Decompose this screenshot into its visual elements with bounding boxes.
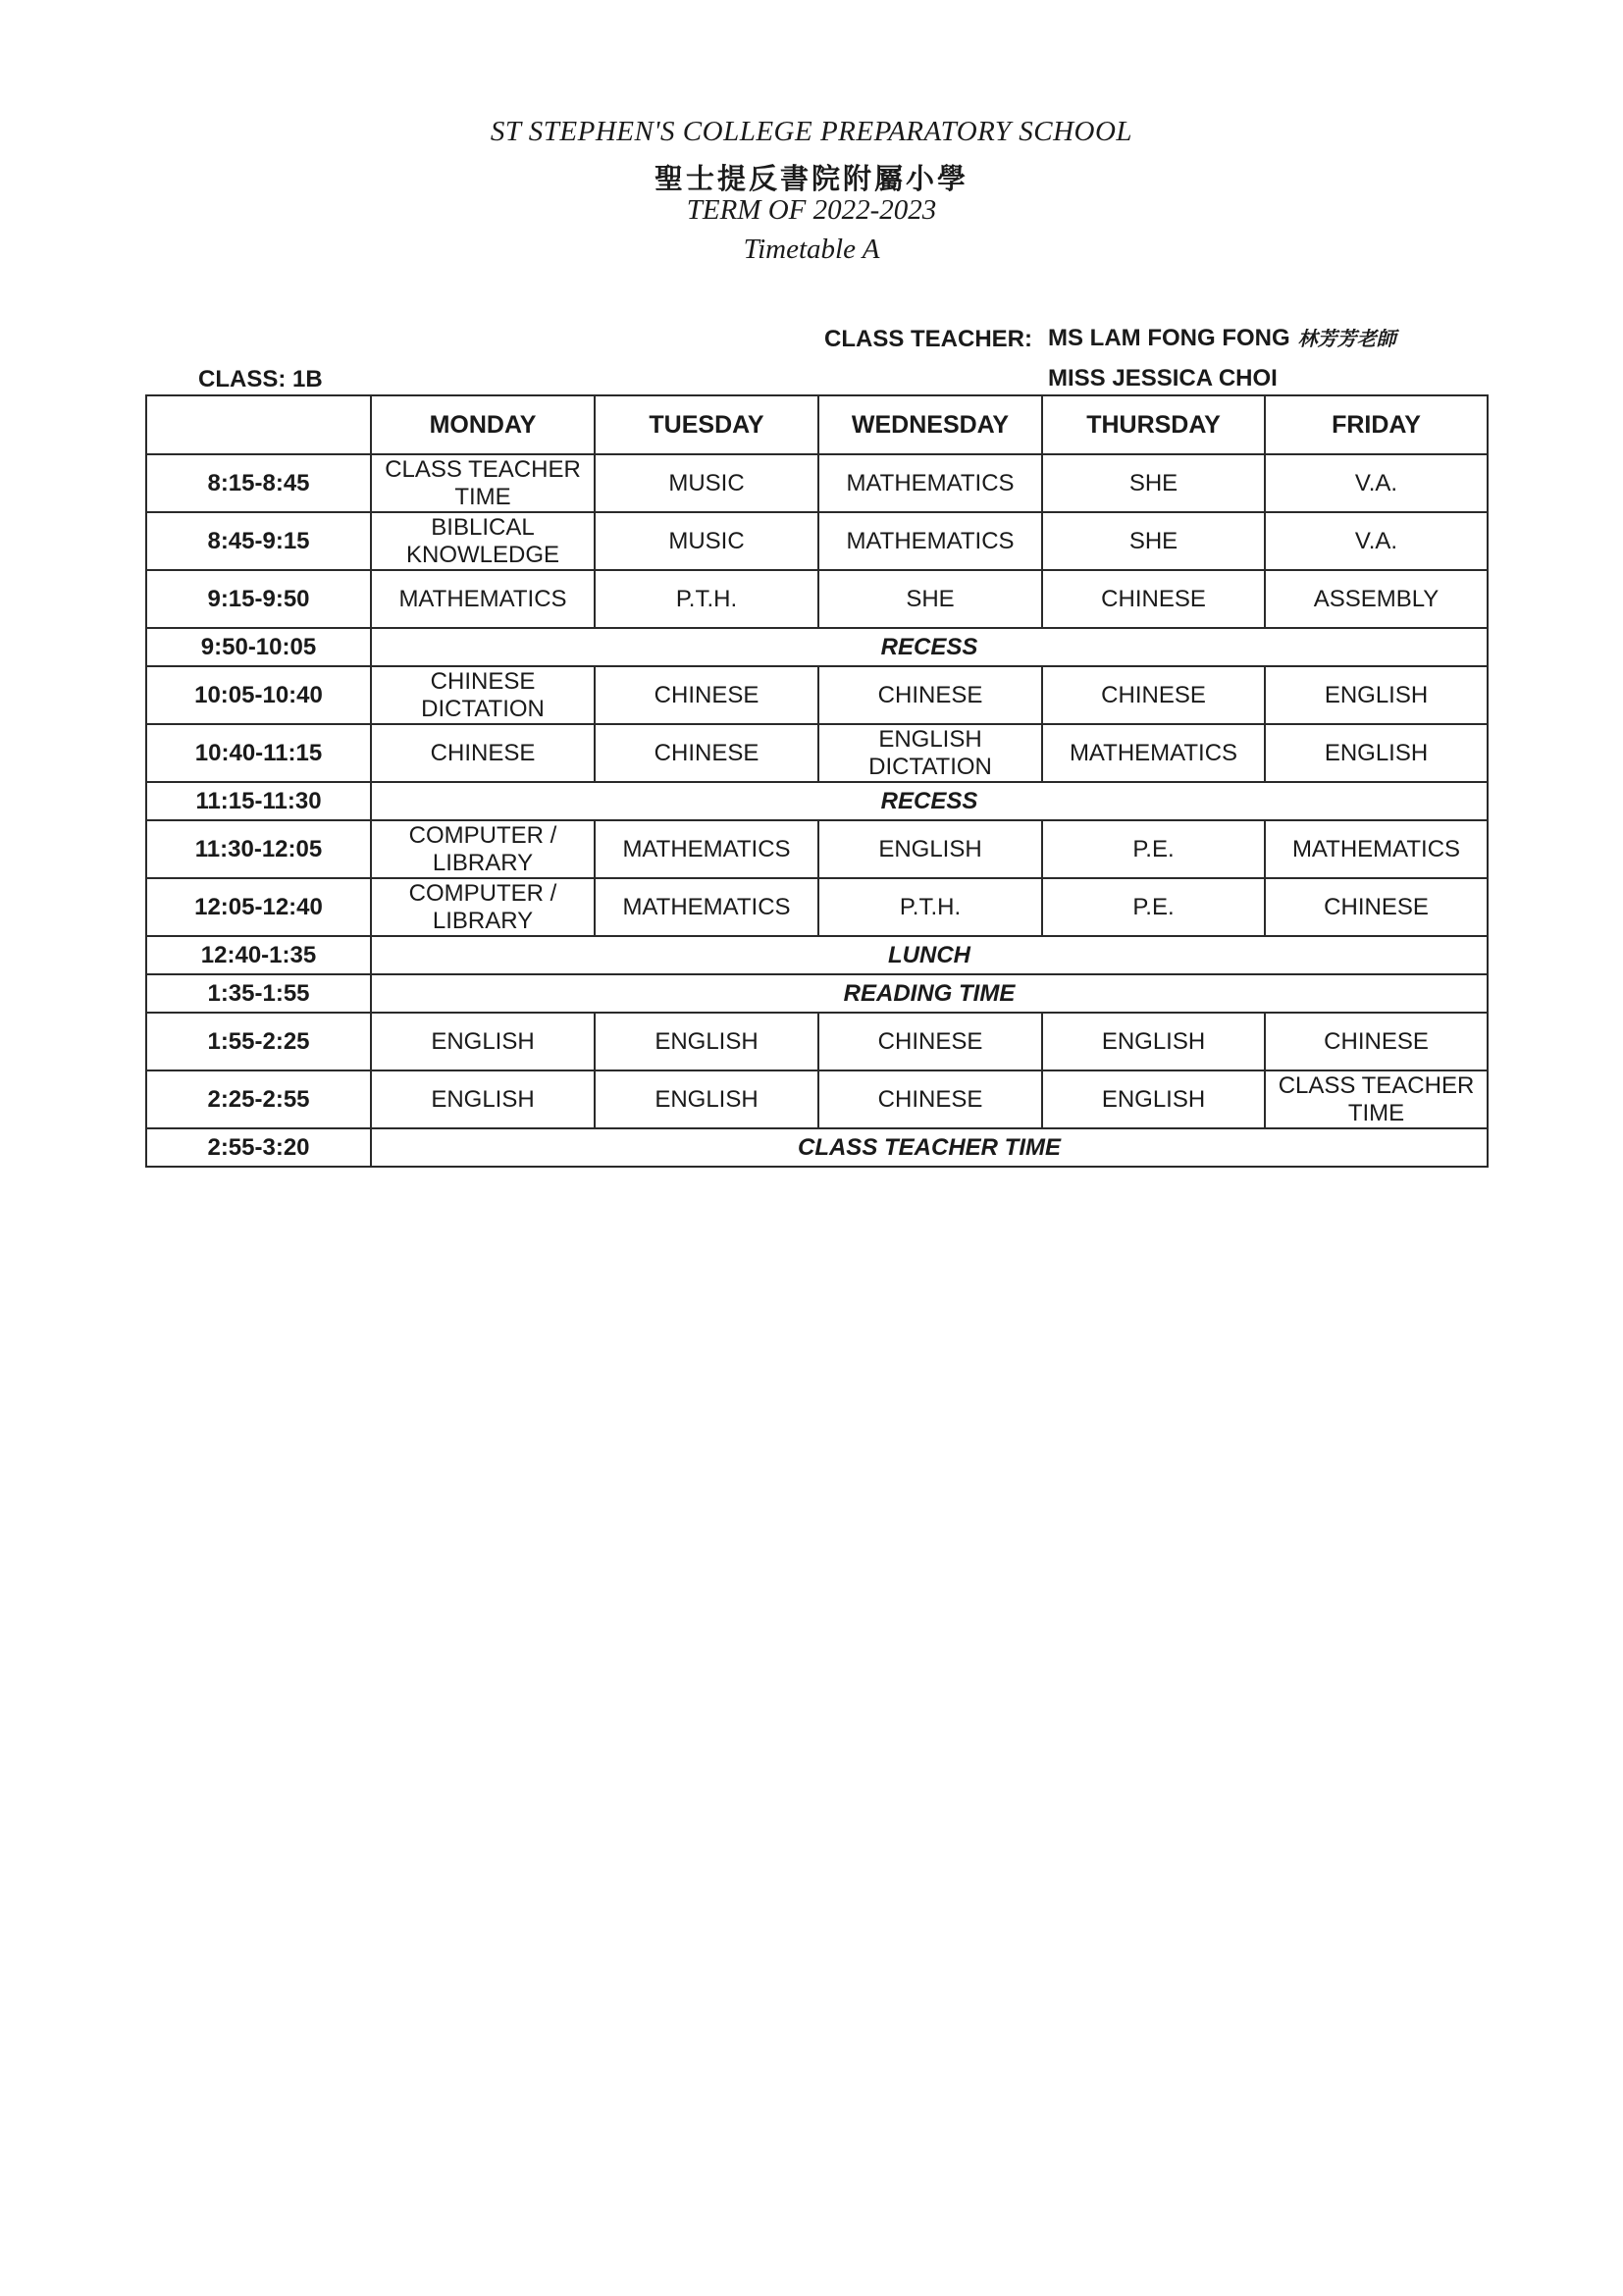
period-row [146,512,1488,570]
term-title: TERM OF 2022-2023 [686,194,937,226]
period-row [146,820,1488,878]
subject-cell: ENGLISH [1042,1070,1265,1128]
subject-cell: COMPUTER / LIBRARY [371,820,595,878]
subject-cell: COMPUTER / LIBRARY [371,878,595,936]
timetable-body [146,395,1488,1167]
subject-cell: MATHEMATICS [1265,820,1488,878]
period-row [146,666,1488,724]
subject-cell: ENGLISH [371,1013,595,1070]
subject-cell: MATHEMATICS [818,454,1042,512]
subject-cell: ENGLISH [371,1070,595,1128]
teacher1-chinese-name: 林芳芳老師 [1297,327,1396,350]
class-label: CLASS: 1B [198,366,323,392]
timetable-title: Timetable A [743,234,880,265]
break-label: CLASS TEACHER TIME [371,1128,1488,1167]
break-label: RECESS [371,782,1488,820]
period-row [146,454,1488,512]
subject-cell: CHINESE [818,666,1042,724]
corner-cell [146,395,371,454]
subject-cell: V.A. [1265,512,1488,570]
break-row [146,1128,1488,1167]
subject-cell: CHINESE [1042,570,1265,628]
time-slot: 8:45-9:15 [146,512,371,570]
time-slot: 2:55-3:20 [146,1128,371,1167]
subject-cell: CHINESE DICTATION [371,666,595,724]
subject-cell: CHINESE [371,724,595,782]
time-slot: 1:55-2:25 [146,1013,371,1070]
time-slot: 1:35-1:55 [146,974,371,1013]
time-slot: 12:40-1:35 [146,936,371,974]
subject-cell: ENGLISH [818,820,1042,878]
subject-cell: ENGLISH [1265,724,1488,782]
subject-cell: ENGLISH DICTATION [818,724,1042,782]
subject-cell: MATHEMATICS [818,512,1042,570]
time-slot: 11:15-11:30 [146,782,371,820]
school-name: ST STEPHEN'S COLLEGE PREPARATORY SCHOOL [490,116,1133,147]
subject-cell: CHINESE [1265,878,1488,936]
subject-cell: CHINESE [1042,666,1265,724]
subject-cell: ENGLISH [1042,1013,1265,1070]
break-row [146,936,1488,974]
subject-cell: CHINESE [818,1070,1042,1128]
subject-cell: SHE [818,570,1042,628]
time-slot: 2:25-2:55 [146,1070,371,1128]
subject-cell: SHE [1042,454,1265,512]
time-slot: 10:40-11:15 [146,724,371,782]
subject-cell: V.A. [1265,454,1488,512]
subject-cell: ASSEMBLY [1265,570,1488,628]
subject-cell: CHINESE [818,1013,1042,1070]
time-slot: 8:15-8:45 [146,454,371,512]
period-row [146,570,1488,628]
day-header: MONDAY [371,395,595,454]
break-label: RECESS [371,628,1488,666]
break-row [146,628,1488,666]
subject-cell: MATHEMATICS [595,878,818,936]
table-header-row [146,395,1488,454]
break-label: LUNCH [371,936,1488,974]
subject-cell: P.T.H. [595,570,818,628]
time-slot: 11:30-12:05 [146,820,371,878]
subject-cell: CLASS TEACHER TIME [371,454,595,512]
period-row [146,1070,1488,1128]
subject-cell: BIBLICAL KNOWLEDGE [371,512,595,570]
subject-cell: MUSIC [595,512,818,570]
subject-cell: P.E. [1042,820,1265,878]
subject-cell: MATHEMATICS [595,820,818,878]
subject-cell: SHE [1042,512,1265,570]
school-name-chinese: 聖士提反書院附屬小學 [654,162,969,195]
day-header: TUESDAY [595,395,818,454]
break-row [146,974,1488,1013]
class-teacher-secondary: MISS JESSICA CHOI [1048,365,1278,391]
subject-cell: MATHEMATICS [371,570,595,628]
day-header: THURSDAY [1042,395,1265,454]
subject-cell: P.E. [1042,878,1265,936]
timetable-table [145,394,1489,1168]
subject-cell: MATHEMATICS [1042,724,1265,782]
time-slot: 10:05-10:40 [146,666,371,724]
time-slot: 9:50-10:05 [146,628,371,666]
break-row [146,782,1488,820]
subject-cell: CHINESE [595,666,818,724]
period-row [146,724,1488,782]
subject-cell: CLASS TEACHER TIME [1265,1070,1488,1128]
class-teacher-primary [1048,323,1396,352]
break-label: READING TIME [371,974,1488,1013]
teacher1-name: MS LAM FONG FONG [1048,325,1290,351]
time-slot: 9:15-9:50 [146,570,371,628]
period-row [146,878,1488,936]
period-row [146,1013,1488,1070]
subject-cell: ENGLISH [595,1013,818,1070]
subject-cell: ENGLISH [595,1070,818,1128]
day-header: WEDNESDAY [818,395,1042,454]
subject-cell: MUSIC [595,454,818,512]
subject-cell: ENGLISH [1265,666,1488,724]
day-header: FRIDAY [1265,395,1488,454]
class-teacher-label: CLASS TEACHER: [824,326,1033,352]
time-slot: 12:05-12:40 [146,878,371,936]
subject-cell: CHINESE [1265,1013,1488,1070]
subject-cell: P.T.H. [818,878,1042,936]
subject-cell: CHINESE [595,724,818,782]
